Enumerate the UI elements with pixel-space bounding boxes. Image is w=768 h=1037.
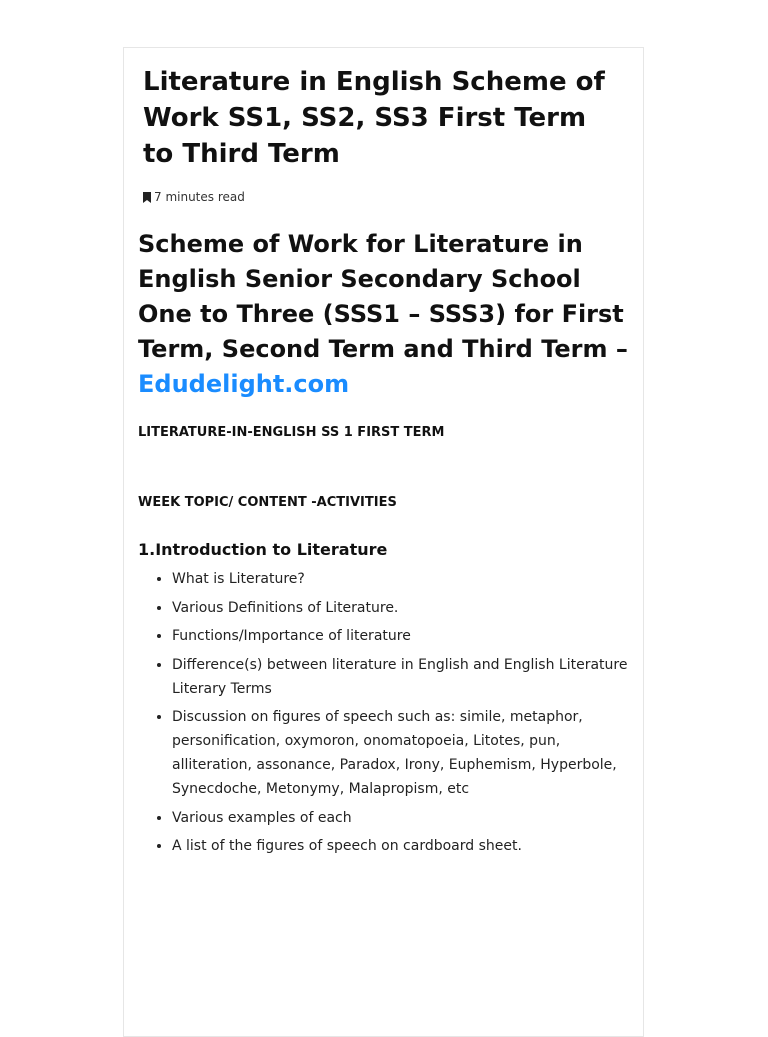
read-time-meta: [143, 189, 245, 205]
topic-list: [138, 567, 633, 863]
list-item: • Functions/Importance of literature: [172, 624, 633, 648]
week-title: 1.Introduction to Literature: [138, 540, 388, 559]
edudelight-link[interactable]: Edudelight.com: [138, 370, 350, 398]
list-item: • Various Definitions of Literature.: [172, 596, 633, 620]
section-heading: [138, 227, 633, 402]
article-title: Literature in English Scheme of Work SS1, SS2, SS3 First Term to Third Term: [143, 67, 605, 169]
bookmark-icon: [143, 192, 151, 203]
term-subheading: LITERATURE-IN-ENGLISH SS 1 FIRST TERM: [138, 425, 445, 440]
list-item: • A list of the figures of speech on cardboard sheet.: [172, 834, 633, 858]
list-item: • Discussion on figures of speech such as: simile, metaphor, personification, oxymoron, onomatopoeia, Litotes, pun, alliteration, assonance, Paradox, Irony, Euphemism, Hyperbole, Synecdoche, Metonymy, Malapropism, etc: [172, 705, 633, 801]
list-item: • Difference(s) between literature in English and English Literature Literary Terms: [172, 653, 633, 701]
list-item: • Various examples of each: [172, 806, 633, 830]
list-item: • What is Literature?: [172, 567, 633, 591]
read-time-label: 7 minutes read: [154, 190, 245, 204]
columns-subheading: WEEK TOPIC/ CONTENT -ACTIVITIES: [138, 495, 397, 510]
section-heading-text: Scheme of Work for Literature in English Senior Secondary School One to Three (SSS1 – SSS3) for First Term, Second Term and Third Term –: [138, 230, 628, 363]
